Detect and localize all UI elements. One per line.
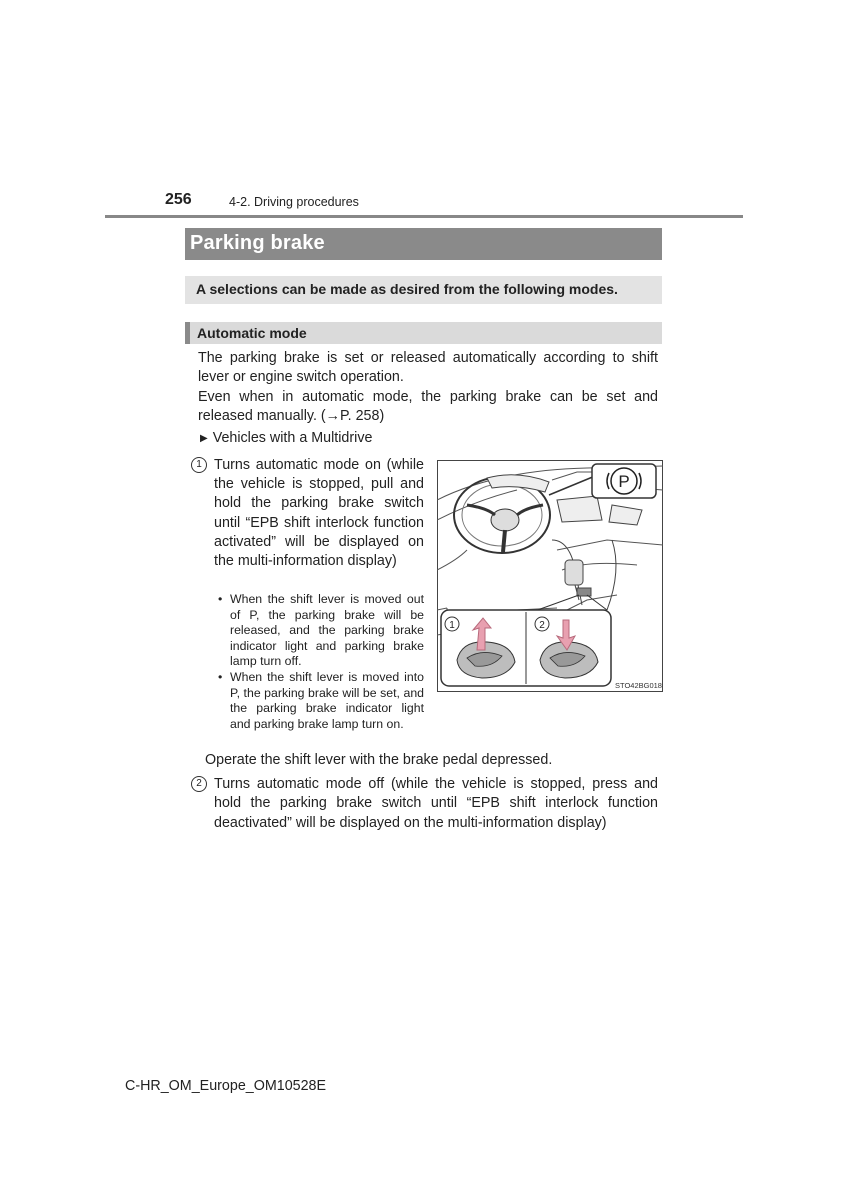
callout-1: 1 — [449, 620, 455, 631]
intro-text: A selections can be made as desired from the following modes. — [196, 281, 618, 297]
list-item — [216, 592, 424, 670]
item-2-number: 2 — [191, 776, 207, 792]
triangle-bullet-icon: ▶ — [200, 433, 208, 444]
footer-doc-id: C-HR_OM_Europe_OM10528E — [125, 1078, 327, 1094]
parking-brake-symbol: P — [618, 472, 630, 491]
paragraph-2: Even when in automatic mode, the parking brake can be set and released manually. (→P. 258) — [198, 389, 658, 425]
vehicle-bullet-text: Vehicles with a Multidrive — [212, 430, 373, 446]
subitem-text: When the shift lever is moved out of P, the parking brake will be released, and the parking brake indicator light and parking brake lamp turn off. — [230, 592, 424, 669]
subsection-title: Automatic mode — [197, 325, 307, 341]
item-2-text: Turns automatic mode off (while the vehicle is stopped, press and hold the parking brake switch until “EPB shift interlock function deactivated” will be displayed on the multi-information display) — [214, 776, 658, 831]
callout-2: 2 — [539, 620, 545, 631]
parking-brake-figure — [437, 460, 663, 692]
item-1-subitems — [216, 592, 424, 732]
bullet-dot-icon: • — [218, 592, 223, 606]
figure-illustration — [437, 460, 663, 692]
paragraph-1: The parking brake is set or released automatically according to shift lever or engine switch operation. — [198, 350, 658, 386]
item-1-text: Turns automatic mode on (while the vehicle is stopped, pull and hold the parking brake switch until “EPB shift interlock function activated” will be displayed on the multi-information display) — [214, 457, 424, 570]
list-item — [216, 670, 424, 732]
page-title: Parking brake — [190, 232, 325, 254]
header-divider — [105, 215, 743, 218]
bullet-dot-icon: • — [218, 669, 223, 684]
item-1-number: 1 — [191, 457, 207, 473]
vehicle-bullet — [200, 430, 372, 446]
section-breadcrumb: 4-2. Driving procedures — [229, 195, 359, 209]
page-number: 256 — [165, 191, 192, 208]
subitem-text: When the shift lever is moved into P, the parking brake will be set, and the parking brake indicator light and parking brake lamp turn on. — [230, 669, 424, 731]
item-1-note: Operate the shift lever with the brake pedal depressed. — [205, 752, 553, 768]
figure-code: STO42BG018 — [615, 681, 662, 690]
